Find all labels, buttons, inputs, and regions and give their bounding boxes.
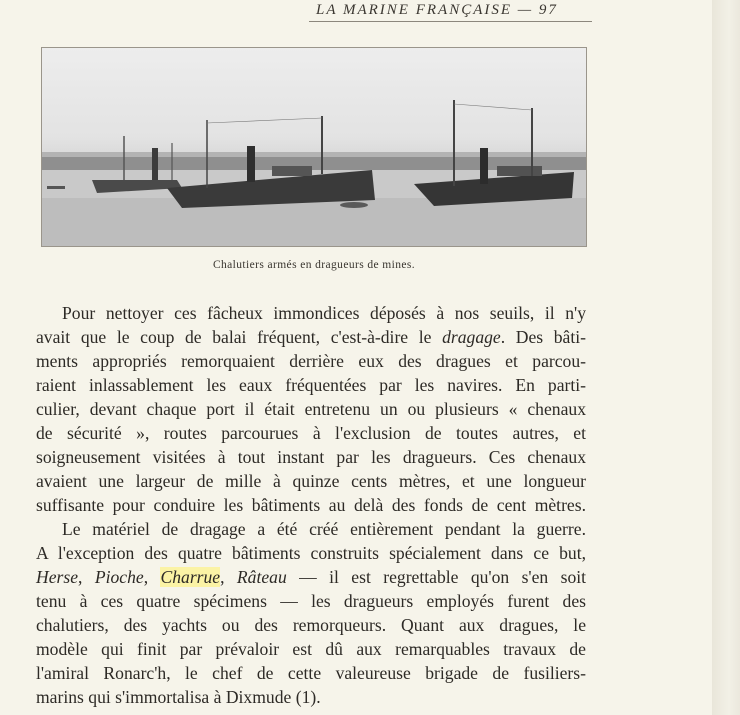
page-edge — [712, 0, 740, 715]
text-line: raient inlassablement les eaux fréquentées par les navires. En parti- — [36, 375, 586, 395]
text-line: l'amiral Ronarc'h, le chef de cette valeureuse brigade de fusiliers- — [36, 663, 586, 683]
small-boat — [47, 186, 65, 189]
figure-caption: Chalutiers armés en dragueurs de mines. — [212, 259, 416, 271]
ship-name-highlighted: Charrue — [160, 567, 221, 587]
text-line: chalutiers, des yachts ou des remorqueurs. Quant aux dragues, le — [36, 615, 586, 635]
ship-name: Herse — [36, 567, 79, 587]
header-rule — [309, 21, 592, 22]
text-line: ments appropriés remorquaient derrière eux des dragues et parcou- — [36, 351, 586, 371]
text-line: culier, devant chaque port il était entretenu un ou plusieurs « chenaux — [36, 399, 586, 419]
text-line: Herse, Pioche, Charrue, Râteau — il est regrettable qu'on s'en soit — [36, 567, 587, 587]
text-line: de sécurité », routes parcourues à l'exclusion de toutes autres, et — [36, 423, 586, 443]
text-line: Pour nettoyer ces fâcheux immondices déposés à nos seuils, il n'y — [62, 303, 586, 323]
text-line: soigneusement visitées à tout instant par les dragueurs. Ces chenaux — [36, 447, 586, 467]
figure-photo — [41, 47, 587, 247]
text-line: avaient une largeur de mille à quinze cents mètres, et une longueur — [36, 471, 586, 491]
body-text — [36, 301, 587, 709]
text-line: Le matériel de dragage a été créé entièrement pendant la guerre. — [62, 519, 586, 539]
ship-name: Pioche — [94, 567, 144, 587]
dragage-term: dragage — [442, 327, 501, 347]
text-line: suffisante pour conduire les bâtiments au delà des fonds de cent mètres. — [36, 495, 586, 515]
trawlers-photo — [42, 48, 586, 246]
text-line: avait que le coup de balai fréquent, c'est-à-dire le dragage. Des bâti- — [36, 327, 586, 347]
text-line: marins qui s'immortalisa à Dixmude (1). — [36, 687, 321, 707]
running-head: LA MARINE FRANÇAISE — 97 — [316, 2, 558, 18]
text-line: A l'exception des quatre bâtiments construits spécialement dans ce but, — [36, 543, 586, 563]
text-line: tenu à ces quatre spécimens — les dragueurs employés furent des — [36, 591, 586, 611]
ship-name: Râteau — [236, 567, 287, 587]
text-line: modèle qui finit par prévaloir est dû aux remarquables travaux de — [36, 639, 586, 659]
